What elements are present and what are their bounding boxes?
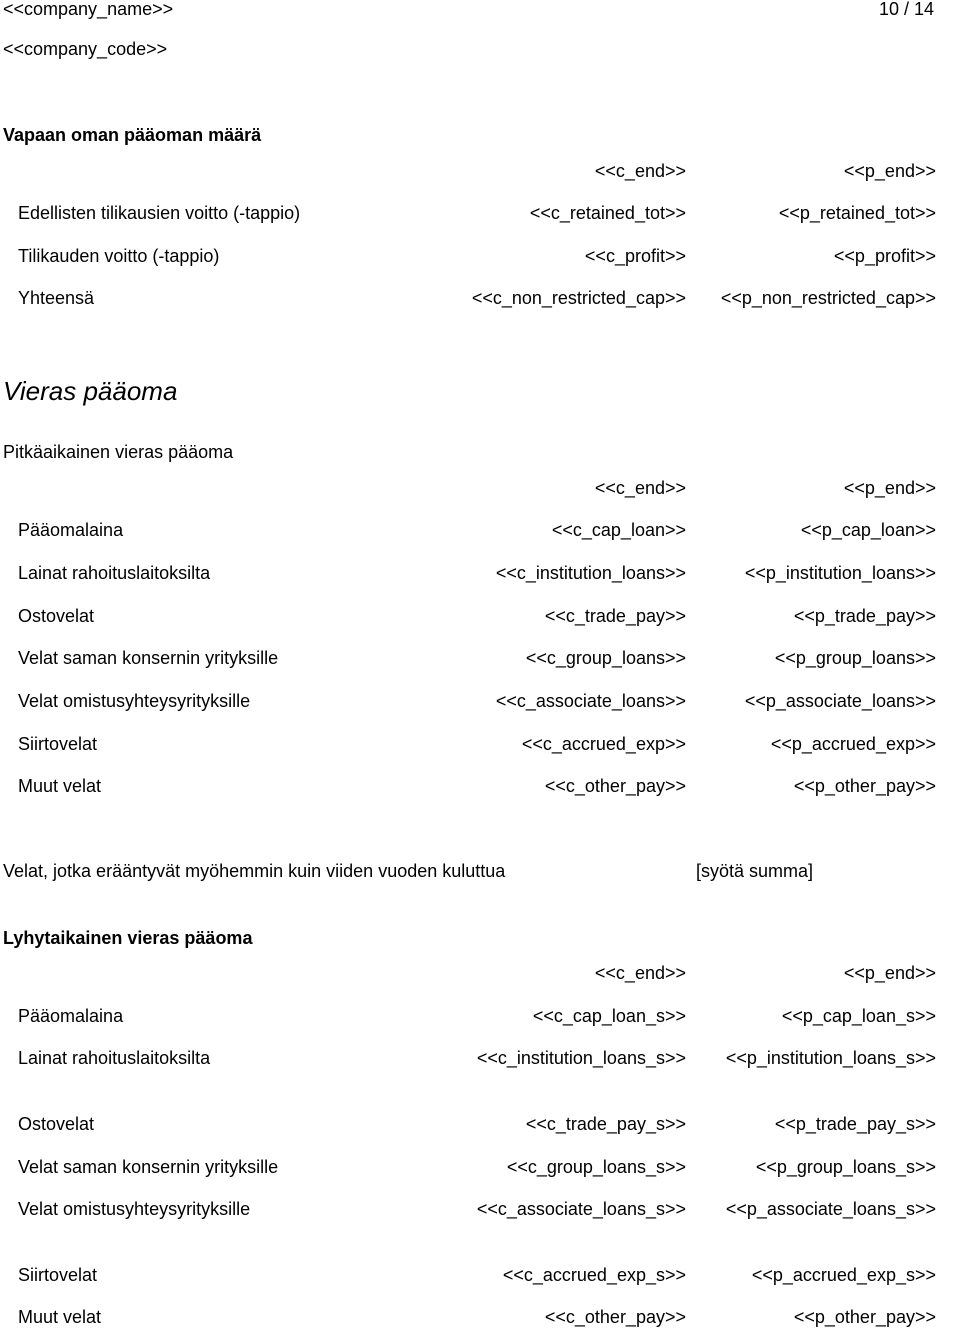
row-value-previous: <<p_associate_loans_s>> — [725, 1199, 936, 1219]
row-label: Ostovelat — [18, 1114, 95, 1134]
row-label: Ostovelat — [18, 606, 95, 626]
row-value-current: <<c_group_loans_s>> — [506, 1157, 686, 1177]
row-value-current: <<c_group_loans>> — [525, 648, 686, 668]
total-label: Yhteensä — [18, 288, 95, 308]
section-title-non-restricted: Vapaan oman pääoman määrä — [3, 125, 262, 145]
row-value-current: <<c_associate_loans>> — [495, 691, 686, 711]
row-value-current: <<c_associate_loans_s>> — [476, 1199, 686, 1219]
row-value-current: <<c_accrued_exp_s>> — [502, 1265, 686, 1285]
row-value-current: <<c_institution_loans_s>> — [476, 1048, 686, 1068]
total-value-previous: <<p_non_restricted_cap>> — [720, 288, 936, 308]
section-title-liabilities: Vieras pääoma — [3, 376, 178, 406]
column-header-current: <<c_end>> — [594, 161, 686, 181]
row-label: Velat saman konsernin yrityksille — [18, 1157, 279, 1177]
row-label: Siirtovelat — [18, 734, 98, 754]
row-value-current: <<c_trade_pay>> — [544, 606, 686, 626]
column-header-current: <<c_end>> — [594, 963, 686, 983]
row-label: Velat omistusyhteysyrityksille — [18, 691, 251, 711]
row-value-previous: <<p_cap_loan_s>> — [781, 1006, 936, 1026]
row-label: Velat omistusyhteysyrityksille — [18, 1199, 251, 1219]
row-label: Tilikauden voitto (-tappio) — [18, 246, 220, 266]
company-name: <<company_name>> — [3, 0, 174, 19]
over-five-years-value-field[interactable]: [syötä summa] — [696, 861, 814, 881]
row-value-previous: <<p_associate_loans>> — [744, 691, 936, 711]
page-indicator: 10 / 14 — [878, 0, 934, 19]
row-value-current: <<c_profit>> — [584, 246, 686, 266]
row-value-current: <<c_accrued_exp>> — [521, 734, 686, 754]
row-value-previous: <<p_group_loans_s>> — [755, 1157, 936, 1177]
row-label: Lainat rahoituslaitoksilta — [18, 563, 211, 583]
row-value-previous: <<p_accrued_exp>> — [770, 734, 936, 754]
company-code: <<company_code>> — [3, 39, 168, 59]
row-label: Muut velat — [18, 776, 102, 796]
row-value-current: <<c_cap_loan_s>> — [532, 1006, 686, 1026]
column-header-previous: <<p_end>> — [843, 963, 936, 983]
column-header-previous: <<p_end>> — [843, 478, 936, 498]
row-value-previous: <<p_institution_loans>> — [744, 563, 936, 583]
row-value-current: <<c_institution_loans>> — [495, 563, 686, 583]
row-value-previous: <<p_other_pay>> — [793, 1307, 936, 1327]
row-value-previous: <<p_trade_pay_s>> — [774, 1114, 936, 1134]
total-value-current: <<c_non_restricted_cap>> — [471, 288, 686, 308]
row-label: Pääomalaina — [18, 520, 124, 540]
over-five-years-label: Velat, jotka erääntyvät myöhemmin kuin viiden vuoden kuluttua — [3, 861, 506, 881]
row-value-previous: <<p_accrued_exp_s>> — [751, 1265, 936, 1285]
row-value-previous: <<p_trade_pay>> — [793, 606, 936, 626]
row-value-previous: <<p_profit>> — [833, 246, 936, 266]
row-label: Pääomalaina — [18, 1006, 124, 1026]
row-label: Muut velat — [18, 1307, 102, 1327]
row-value-current: <<c_cap_loan>> — [551, 520, 686, 540]
row-value-previous: <<p_other_pay>> — [793, 776, 936, 796]
row-label: Lainat rahoituslaitoksilta — [18, 1048, 211, 1068]
row-value-current: <<c_trade_pay_s>> — [525, 1114, 686, 1134]
row-value-previous: <<p_group_loans>> — [774, 648, 936, 668]
row-value-current: <<c_retained_tot>> — [529, 203, 686, 223]
row-value-previous: <<p_retained_tot>> — [778, 203, 936, 223]
subsection-title-short-term: Lyhytaikainen vieras pääoma — [3, 928, 253, 948]
row-value-previous: <<p_cap_loan>> — [800, 520, 936, 540]
row-value-current: <<c_other_pay>> — [544, 776, 686, 796]
row-label: Edellisten tilikausien voitto (-tappio) — [18, 203, 301, 223]
column-header-previous: <<p_end>> — [843, 161, 936, 181]
row-label: Siirtovelat — [18, 1265, 98, 1285]
row-value-current: <<c_other_pay>> — [544, 1307, 686, 1327]
column-header-current: <<c_end>> — [594, 478, 686, 498]
row-label: Velat saman konsernin yrityksille — [18, 648, 279, 668]
row-value-previous: <<p_institution_loans_s>> — [725, 1048, 936, 1068]
subsection-title-long-term: Pitkäaikainen vieras pääoma — [3, 442, 234, 462]
